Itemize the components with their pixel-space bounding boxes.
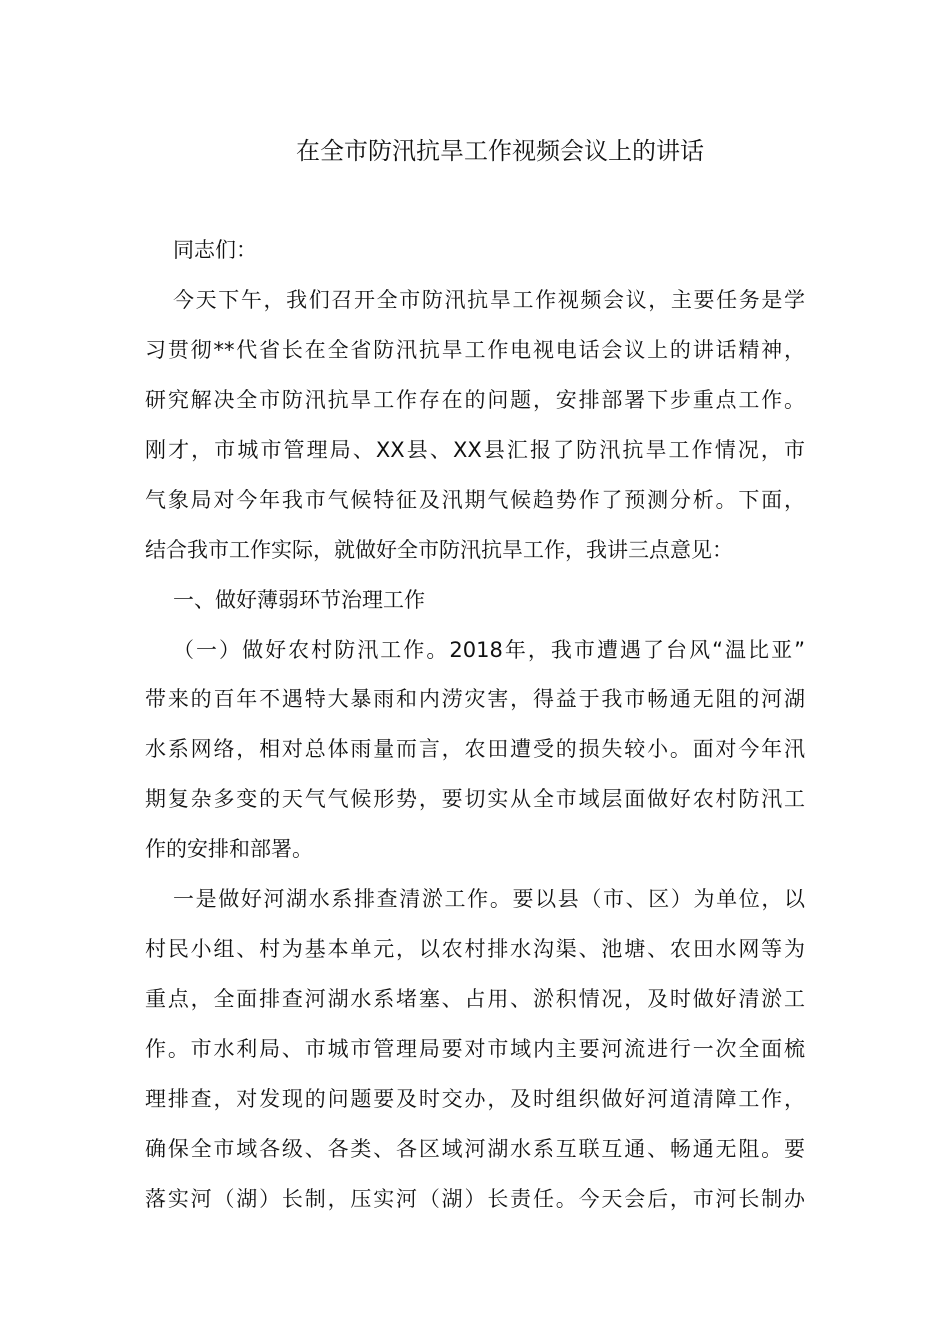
paragraph-line: 期复杂多变的天气气候形势，要切实从全市域层面做好农村防汛工 [145,787,805,811]
paragraph-line: 结合我市工作实际，就做好全市防汛抗旱工作，我讲三点意见： [145,538,733,562]
paragraph-line: 理排查，对发现的问题要及时交办，及时组织做好河道清障工作， [145,1087,805,1111]
paragraph-line: 作。市水利局、市城市管理局要对市域内主要河流进行一次全面梳 [145,1037,805,1061]
paragraph-line: （一）做好农村防汛工作。2018年，我市遭遇了台风“温比亚” [173,638,805,662]
paragraph-line: 确保全市域各级、各类、各区域河湖水系互联互通、畅通无阻。要 [145,1137,805,1161]
paragraph-line: 村民小组、村为基本单元，以农村排水沟渠、池塘、农田水网等为 [145,937,805,961]
paragraph-line: 一是做好河湖水系排查清淤工作。要以县（市、区）为单位，以 [173,887,805,911]
salutation: 同志们： [173,238,257,262]
document-title: 在全市防汛抗旱工作视频会议上的讲话 [296,137,704,165]
paragraph-line: 重点，全面排查河湖水系堵塞、占用、淤积情况，及时做好清淤工 [145,987,805,1011]
paragraph-line: 水系网络，相对总体雨量而言，农田遭受的损失较小。面对今年汛 [145,737,805,761]
paragraph-line: 作的安排和部署。 [145,837,313,861]
paragraph-line: 今天下午，我们召开全市防汛抗旱工作视频会议，主要任务是学 [173,288,805,312]
paragraph-line: 带来的百年不遇特大暴雨和内涝灾害，得益于我市畅通无阻的河湖 [145,687,805,711]
paragraph-line: 研究解决全市防汛抗旱工作存在的问题，安排部署下步重点工作。 [145,388,805,412]
paragraph-line: 习贯彻**代省长在全省防汛抗旱工作电视电话会议上的讲话精神， [145,338,805,362]
paragraph-line: 刚才，市城市管理局、XX县、XX县汇报了防汛抗旱工作情况，市 [145,438,805,462]
paragraph-line: 气象局对今年我市气候特征及汛期气候趋势作了预测分析。下面， [145,488,805,512]
paragraph-line: 落实河（湖）长制，压实河（湖）长责任。今天会后，市河长制办 [145,1187,805,1211]
section-heading: 一、做好薄弱环节治理工作 [173,588,425,612]
